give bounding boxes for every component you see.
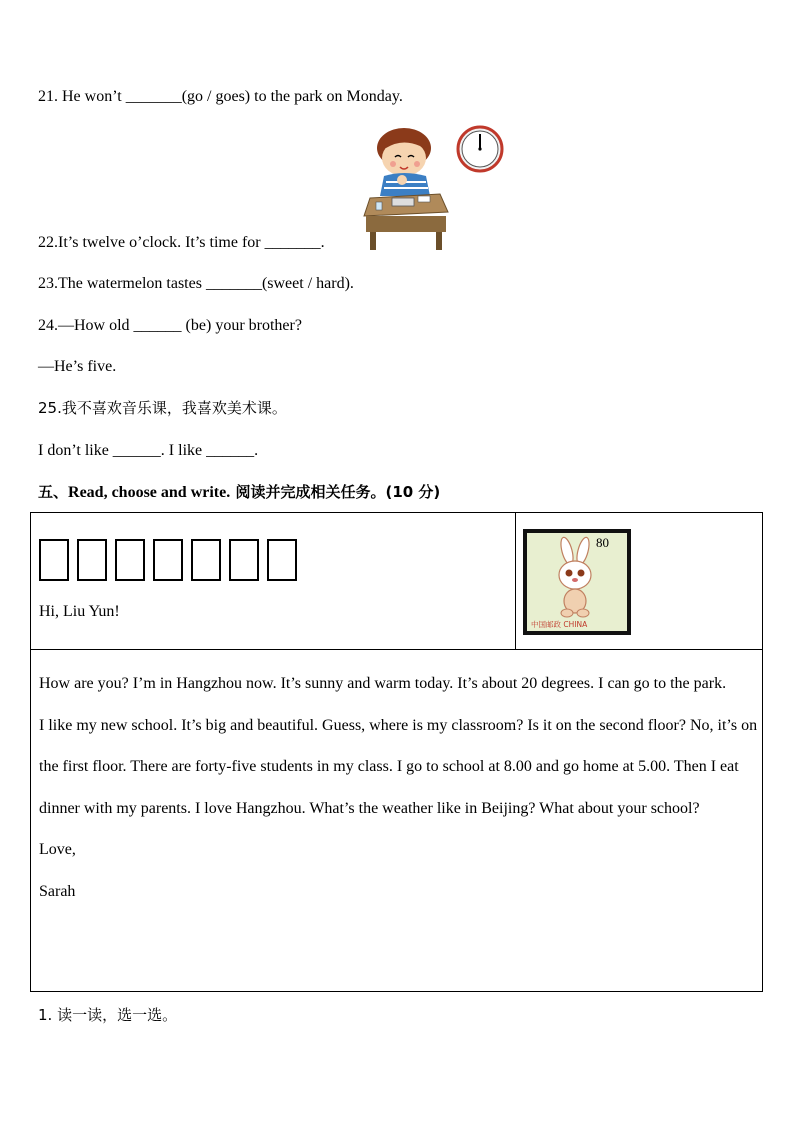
section-5-heading <box>38 481 440 504</box>
question-24: 24.—How old ______ (be) your brother? <box>38 317 302 334</box>
letter-header <box>31 513 762 650</box>
question-21: 21. He won’t _______(go / goes) to the park on Monday. <box>38 88 403 105</box>
letter-greeting: Hi, Liu Yun! <box>39 603 120 620</box>
section-5-title-en: Read, choose and write. <box>68 484 231 501</box>
wall-clock-icon <box>458 127 502 171</box>
stamp-text: 中国邮政 CHINA <box>531 620 588 629</box>
header-divider <box>515 513 516 649</box>
question-25-line: I don’t like ______. I like ______. <box>38 442 259 459</box>
letter-paragraph-1: How are you? I’m in Hangzhou now. It’s sunny and warm today. It’s about 20 degrees. I can go to the park. <box>39 675 727 692</box>
letter-body <box>39 663 759 912</box>
letter-signature: Sarah <box>39 882 76 900</box>
letter-closing: Love, <box>39 841 76 858</box>
question-24-answer: —He’s five. <box>38 358 117 375</box>
question-22: 22.It’s twelve o’clock. It’s time for _______. <box>38 234 325 251</box>
task-1-instruction: 1. 读一读，选一选。 <box>38 1006 178 1024</box>
desk-icon <box>364 194 448 250</box>
section-5-number: 五、 <box>38 483 69 501</box>
answer-box-3[interactable] <box>115 539 145 581</box>
stamp-value: 80 <box>596 535 609 550</box>
section-5-title-zh: 阅读并完成相关任务。(10 分) <box>230 483 441 501</box>
postage-stamp <box>523 529 631 635</box>
boy-eating-lunch-illustration <box>362 124 508 250</box>
answer-box-4[interactable] <box>153 539 183 581</box>
answer-box-7[interactable] <box>267 539 297 581</box>
answer-box-5[interactable] <box>191 539 221 581</box>
answer-box-2[interactable] <box>77 539 107 581</box>
letter-paragraph-2: I like my new school. It’s big and beautiful. Guess, where is my classroom? Is it on the second floor? No, it’s on the first floor. There are forty-five students in my class. I go to school at 8.00 and go home at 5.00. Then I eat dinner with my parents. I love Hangzhou. What’s the weather like in Beijing? What about your school? <box>39 716 758 817</box>
question-25: 25.我不喜欢音乐课，我喜欢美术课。 <box>38 399 287 417</box>
answer-box-6[interactable] <box>229 539 259 581</box>
boy-figure <box>377 128 431 196</box>
question-23: 23.The watermelon tastes _______(sweet / hard). <box>38 275 354 292</box>
answer-box-1[interactable] <box>39 539 69 581</box>
letter-box <box>30 512 763 992</box>
